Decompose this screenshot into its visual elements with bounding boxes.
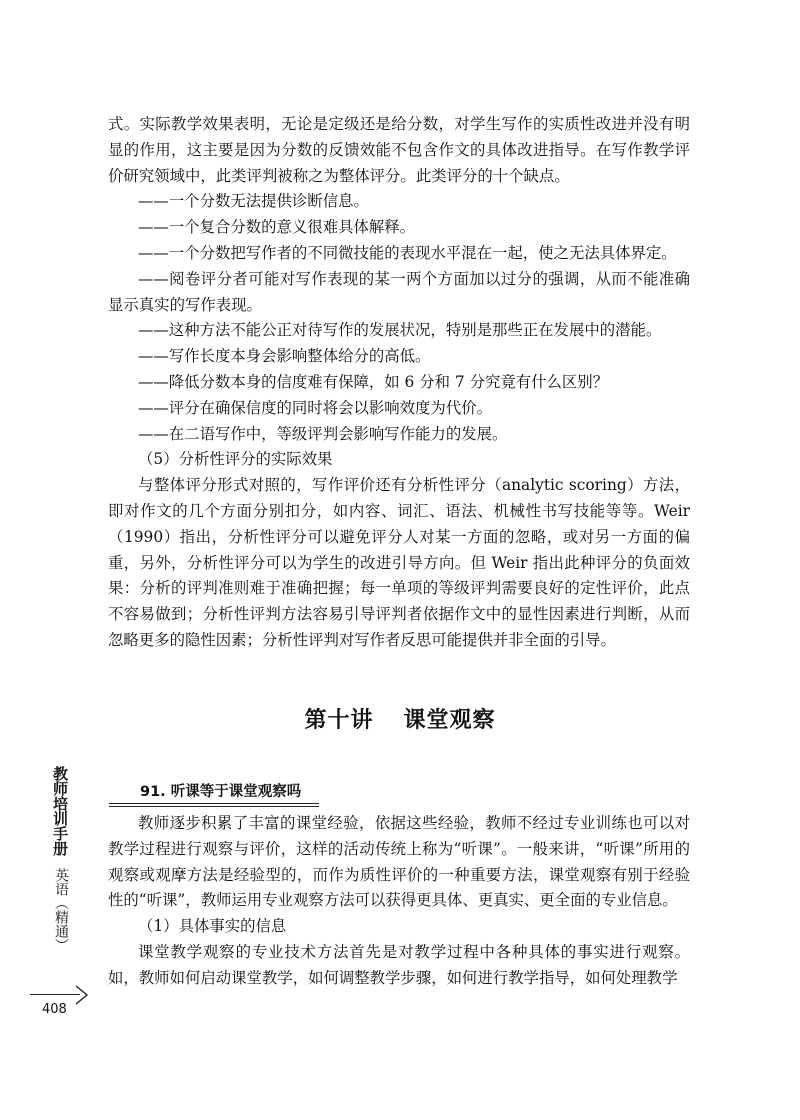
lecture-number: 第十讲 (304, 708, 374, 733)
defect-item: ——一个复合分数的意义很难具体解释。 (138, 218, 416, 237)
paragraph-facts: 课堂教学观察的专业技术方法首先是对教学过程中各种具体的事实进行观察。如，教师如何启动课堂教学，如何调整教学步骤，如何进行教学指导，如何处理教学 (108, 942, 690, 987)
body-text-top (108, 112, 690, 654)
lecture-title: 课堂观察 (403, 708, 496, 733)
chevron-right-icon (74, 984, 90, 1006)
defect-item: ——这种方法不能公正对待写作的发展状况，特别是那些正在发展中的潜能。 (138, 321, 662, 340)
defect-item: ——写作长度本身会影响整体给分的高低。 (138, 347, 431, 366)
defect-item: ——阅卷评分者可能对写作表现的某一两个方面加以过分的强调，从而不能准确显示真实的写作表现。 (108, 269, 690, 314)
defect-item: ——评分在确保信度的同时将会以影响效度为代价。 (138, 398, 492, 417)
body-text-bottom (108, 811, 690, 992)
sidebar-subtitle: 英语（精通） (53, 868, 69, 952)
subheading: （5）分析性评分的实际效果 (138, 450, 333, 469)
subheading: （1）具体事实的信息 (138, 917, 287, 936)
sidebar-rule (30, 994, 80, 995)
paragraph-analytic: 与整体评分形式对照的，写作评价还有分析性评分（analytic scoring）方法，即对作文的几个方面分别扣分，如内容、词汇、语法、机械性书写技能等等。Weir（1990）指出，分析性评分可以避免评分人对某一方面的忽略，或对另一方面的偏重，另外，分析性评分可以为学生的改进引导方向。但 Weir 指出此种评分的负面效果：分析的评判准则难于准确把握；每一单项的等级评判需要良好的定性评价，此点不容易做到；分析性评判方法容易引导评判者依据作文中的显性因素进行判断，从而忽略更多的隐性因素；分析性评判对写作者反思可能提供并非全面的引导。 (108, 476, 690, 649)
defect-item: ——在二语写作中，等级评判会影响写作能力的发展。 (138, 424, 508, 443)
divider (109, 803, 319, 804)
defect-item: ——一个分数把写作者的不同微技能的表现水平混在一起，使之无法具体界定。 (138, 243, 677, 262)
defect-item: ——降低分数本身的信度难有保障，如 6 分和 7 分究竟有什么区别？ (138, 372, 609, 391)
paragraph-observation: 教师逐步积累了丰富的课堂经验，依据这些经验，教师不经过专业训练也可以对教学过程进行观察与评价，这样的活动传统上称为“听课”。一般来讲，“听课”所用的观察或观摩方法是经验型的，而作为质性评价的一种重要方法，课堂观察有别于经验性的“听课”，教师运用专业观察方法可以获得更具体、更真实、更全面的专业信息。 (108, 814, 690, 910)
defect-item: ——一个分数无法提供诊断信息。 (138, 192, 369, 211)
sidebar-tab (42, 766, 78, 952)
page-number: 408 (42, 1002, 67, 1017)
sidebar-title: 教师培训手册 (51, 766, 69, 856)
lecture-heading (0, 703, 800, 734)
question-title: 91. 听课等于课堂观察吗 (140, 784, 302, 800)
divider (109, 806, 319, 807)
paragraph-intro: 式。实际教学效果表明，无论是定级还是给分数，对学生写作的实质性改进并没有明显的作用，这主要是因为分数的反馈效能不包含作文的具体改进指导。在写作教学评价研究领域中，此类评判被称之为整体评分。此类评分的十个缺点。 (108, 115, 690, 185)
